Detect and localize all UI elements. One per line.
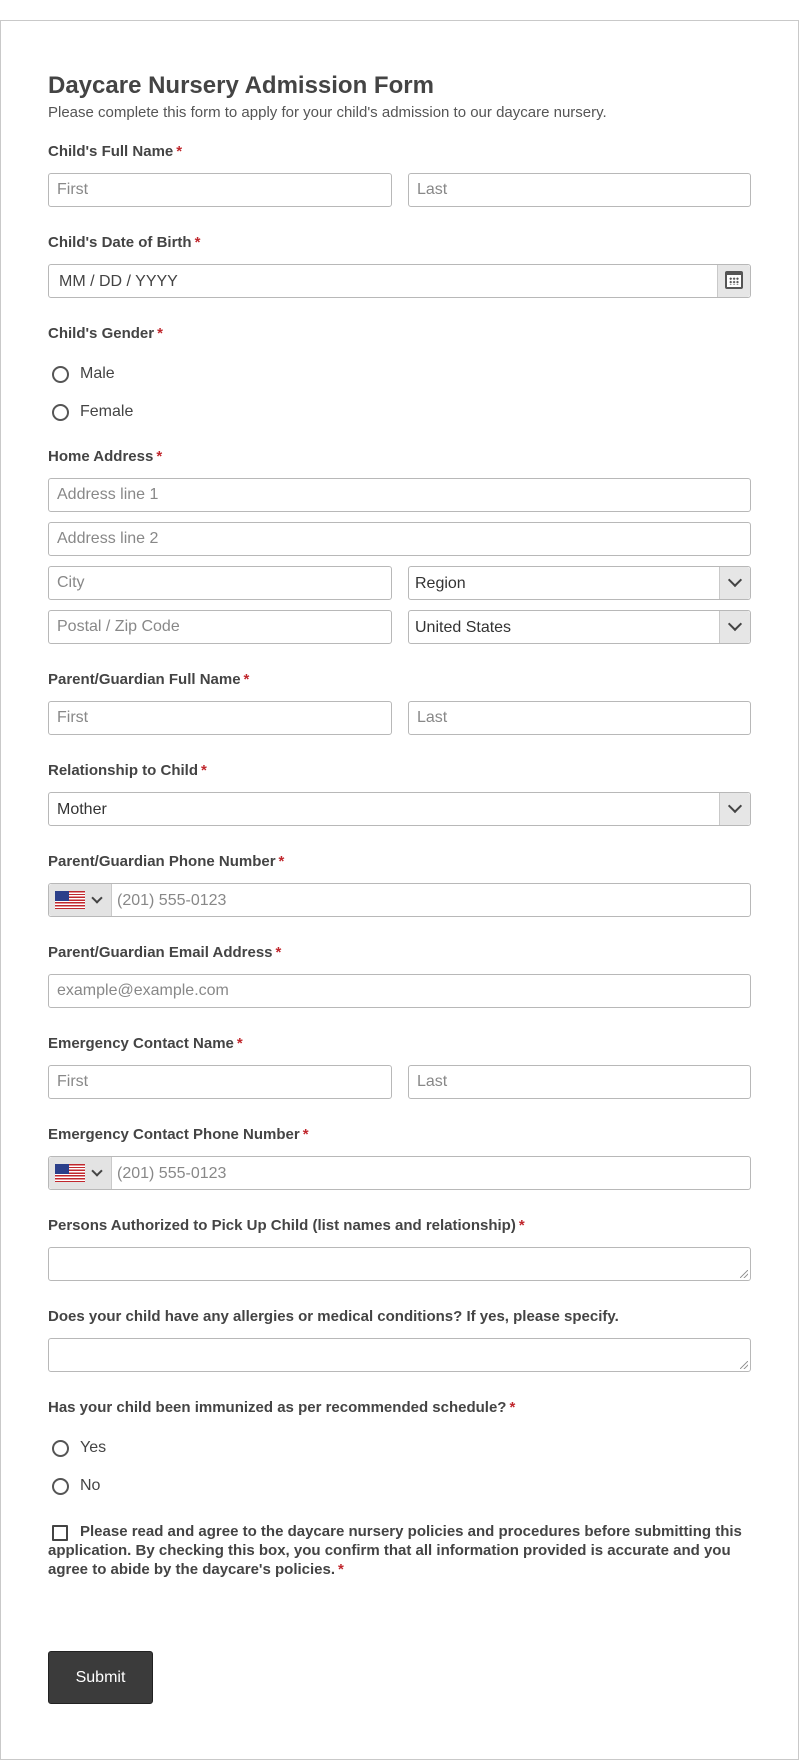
child-name-label-text: Child's Full Name xyxy=(48,143,174,160)
child-dob-label xyxy=(48,234,200,251)
child-first-name-input[interactable] xyxy=(48,173,392,207)
child-name-label xyxy=(48,143,182,160)
us-flag-icon xyxy=(55,1164,85,1182)
us-flag-icon xyxy=(55,891,85,909)
immunized-yes-label: Yes xyxy=(80,1439,107,1456)
guardian-phone-label xyxy=(48,853,284,870)
emergency-phone-placeholder: (201) 555-0123 xyxy=(117,1165,227,1182)
country-select-value: United States xyxy=(415,619,512,636)
emergency-first-name-input[interactable] xyxy=(48,1065,392,1099)
child-dob-placeholder: MM / DD / YYYY xyxy=(59,273,178,290)
required-mark: * xyxy=(302,1126,309,1143)
gender-male-label: Male xyxy=(80,365,115,382)
chevron-down-icon xyxy=(91,1165,102,1176)
guardian-first-name-input[interactable] xyxy=(48,701,392,735)
required-mark: * xyxy=(338,1561,344,1578)
flag-canton xyxy=(55,1164,69,1174)
resize-handle-icon[interactable] xyxy=(740,1270,748,1278)
relationship-select-value: Mother xyxy=(57,801,107,818)
emergency-last-name-input[interactable] xyxy=(408,1065,751,1099)
immunized-label xyxy=(48,1399,515,1416)
child-last-name-input[interactable] xyxy=(408,173,751,207)
calendar-icon-dots xyxy=(729,277,739,285)
required-mark: * xyxy=(176,143,183,160)
address-line2-input[interactable] xyxy=(48,522,751,556)
authorized-pickup-label xyxy=(48,1217,525,1234)
guardian-phone-label-text: Parent/Guardian Phone Number xyxy=(48,853,276,870)
guardian-name-label-text: Parent/Guardian Full Name xyxy=(48,671,241,688)
child-gender-label xyxy=(48,325,163,342)
child-gender-label-text: Child's Gender xyxy=(48,325,155,342)
country-dropdown-button[interactable] xyxy=(719,611,750,643)
immunized-label-text: Has your child been immunized as per recommended schedule? xyxy=(48,1399,507,1416)
form-title: Daycare Nursery Admission Form xyxy=(48,72,434,99)
required-mark: * xyxy=(236,1035,243,1052)
resize-handle-icon[interactable] xyxy=(740,1361,748,1369)
immunized-no-radio[interactable] xyxy=(52,1478,69,1495)
flag-canton xyxy=(55,891,69,901)
emergency-phone-label-text: Emergency Contact Phone Number xyxy=(48,1126,300,1143)
guardian-email-input[interactable] xyxy=(48,974,751,1008)
relationship-label-text: Relationship to Child xyxy=(48,762,198,779)
required-mark: * xyxy=(243,671,250,688)
emergency-phone-field[interactable] xyxy=(48,1156,751,1190)
guardian-phone-placeholder: (201) 555-0123 xyxy=(117,892,227,909)
region-select-value: Region xyxy=(415,575,466,592)
city-input[interactable] xyxy=(48,566,392,600)
country-code-dropdown[interactable] xyxy=(49,884,112,916)
gender-male-radio[interactable] xyxy=(52,366,69,383)
guardian-email-label xyxy=(48,944,281,961)
guardian-name-label xyxy=(48,671,249,688)
agreement-text xyxy=(48,1522,751,1579)
guardian-phone-field[interactable] xyxy=(48,883,751,917)
region-select[interactable] xyxy=(408,566,751,600)
required-mark: * xyxy=(156,448,163,465)
country-select[interactable] xyxy=(408,610,751,644)
region-dropdown-button[interactable] xyxy=(719,567,750,599)
authorized-pickup-label-text: Persons Authorized to Pick Up Child (list names and relationship) xyxy=(48,1217,516,1234)
relationship-label xyxy=(48,762,207,779)
child-dob-field[interactable] xyxy=(48,264,751,298)
gender-female-radio[interactable] xyxy=(52,404,69,421)
required-mark: * xyxy=(509,1399,516,1416)
form-subtitle: Please complete this form to apply for your child's admission to our daycare nursery. xyxy=(48,104,607,121)
allergies-label xyxy=(48,1308,619,1325)
required-mark: * xyxy=(157,325,163,342)
chevron-down-icon xyxy=(728,617,742,631)
guardian-email-label-text: Parent/Guardian Email Address xyxy=(48,944,273,961)
chevron-down-icon xyxy=(728,799,742,813)
allergies-label-text: Does your child have any allergies or medical conditions? If yes, please specify. xyxy=(48,1308,619,1325)
address-line1-input[interactable] xyxy=(48,478,751,512)
child-dob-label-text: Child's Date of Birth xyxy=(48,234,192,251)
calendar-icon[interactable] xyxy=(717,265,750,297)
required-mark: * xyxy=(275,944,282,961)
home-address-label xyxy=(48,448,162,465)
allergies-textarea[interactable] xyxy=(48,1338,751,1372)
required-mark: * xyxy=(518,1217,525,1234)
chevron-down-icon xyxy=(91,892,102,903)
emergency-name-label-text: Emergency Contact Name xyxy=(48,1035,234,1052)
immunized-yes-radio[interactable] xyxy=(52,1440,69,1457)
required-mark: * xyxy=(194,234,201,251)
emergency-name-label xyxy=(48,1035,243,1052)
agreement-text-content: Please read and agree to the daycare nursery policies and procedures before submitting this application. By checking this box, you confirm that all information provided is accurate and you agree to abide by the daycare's policies. xyxy=(48,1523,742,1578)
required-mark: * xyxy=(201,762,207,779)
chevron-down-icon xyxy=(728,573,742,587)
guardian-last-name-input[interactable] xyxy=(408,701,751,735)
calendar-icon-body xyxy=(725,271,743,289)
country-code-dropdown[interactable] xyxy=(49,1157,112,1189)
relationship-dropdown-button[interactable] xyxy=(719,793,750,825)
home-address-label-text: Home Address xyxy=(48,448,154,465)
relationship-select[interactable] xyxy=(48,792,751,826)
submit-button[interactable]: Submit xyxy=(48,1651,153,1704)
immunized-no-label: No xyxy=(80,1477,101,1494)
postal-code-input[interactable] xyxy=(48,610,392,644)
emergency-phone-label xyxy=(48,1126,309,1143)
required-mark: * xyxy=(278,853,285,870)
gender-female-label: Female xyxy=(80,403,134,420)
authorized-pickup-textarea[interactable] xyxy=(48,1247,751,1281)
